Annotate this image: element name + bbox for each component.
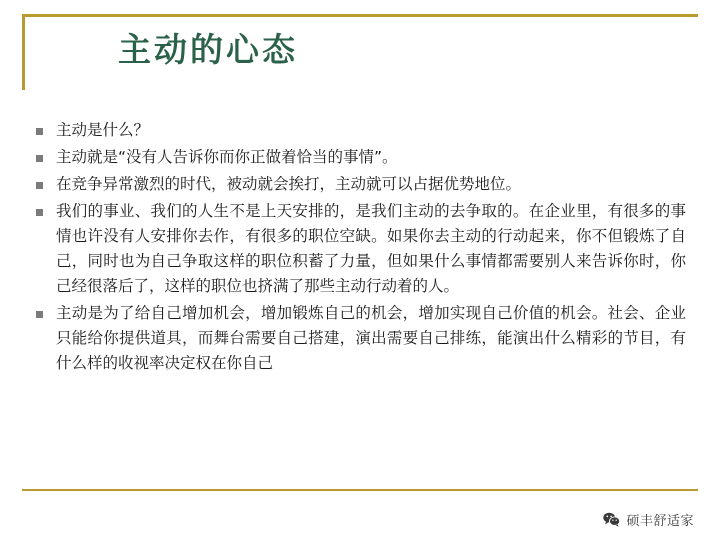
frame-left-border <box>22 14 25 90</box>
frame-bottom-border <box>22 489 698 491</box>
bullet-square-icon <box>36 128 43 135</box>
list-item <box>36 145 686 170</box>
list-item <box>36 301 686 376</box>
bullet-text: 主动就是“没有人告诉你而你正做着恰当的事情”。 <box>56 148 398 166</box>
wechat-icon <box>603 512 620 527</box>
bullet-square-icon <box>36 209 43 216</box>
bullet-text: 主动是为了给自己增加机会，增加锻炼自己的机会，增加实现自己价值的机会。社会、企业只能给你提供道具，而舞台需要自己搭建，演出需要自己排练，能演出什么精彩的节目，有什么样的收视率决定权在你自己 <box>56 304 686 372</box>
bullet-text: 主动是什么？ <box>56 121 150 139</box>
list-item <box>36 199 686 299</box>
bullet-list <box>36 118 686 378</box>
bullet-text: 我们的事业、我们的人生不是上天安排的，是我们主动的去争取的。在企业里，有很多的事情也许没有人安排你去作，有很多的职位空缺。如果你去主动的行动起来，你不但锻炼了自己，同时也为自己争取这样的职位积蓄了力量，但如果什么事情都需要别人来告诉你时，你己经很落后了，这样的职位也挤满了那些主动行动着的人。 <box>56 202 686 295</box>
list-item <box>36 118 686 143</box>
bullet-square-icon <box>36 311 43 318</box>
frame-top-border <box>22 14 698 17</box>
footer-label: 硕丰舒适家 <box>626 514 694 529</box>
list-item <box>36 172 686 197</box>
slide-title: 主动的心态 <box>118 30 298 69</box>
bullet-square-icon <box>36 155 43 162</box>
bullet-text: 在竞争异常激烈的时代，被动就会挨打，主动就可以占据优势地位。 <box>56 175 522 193</box>
bullet-square-icon <box>36 182 43 189</box>
footer-watermark <box>603 510 694 529</box>
